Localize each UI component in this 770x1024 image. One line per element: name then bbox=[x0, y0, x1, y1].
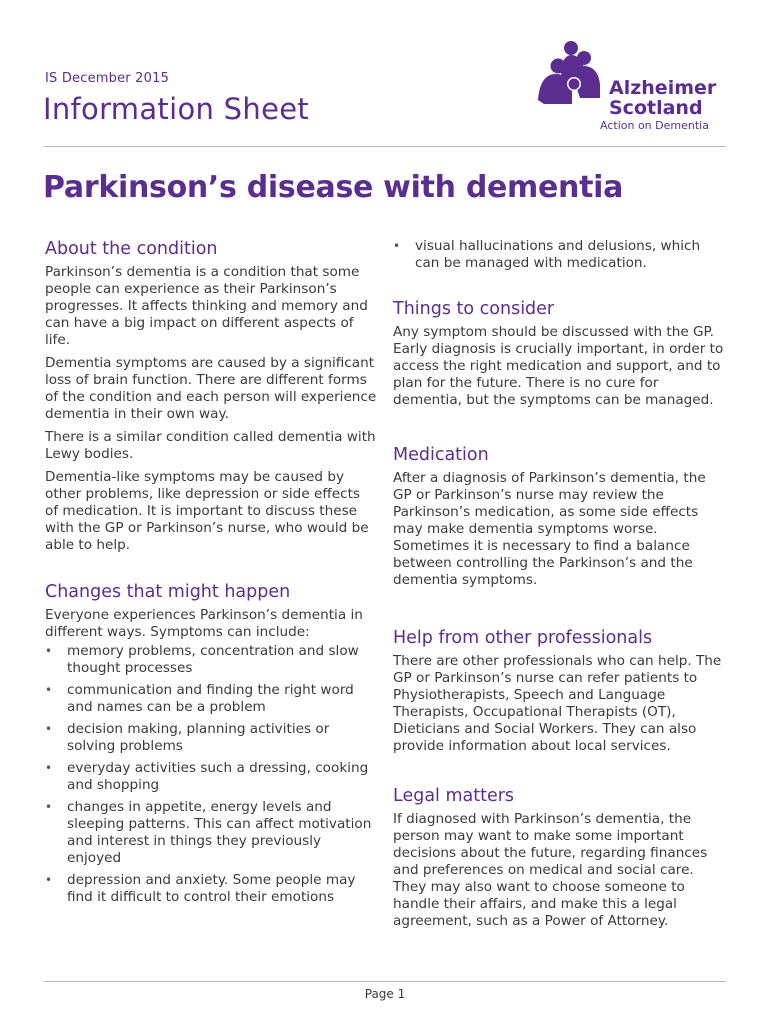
page-title: Parkinson’s disease with dementia bbox=[43, 170, 624, 205]
about-paragraph-1: Parkinson’s dementia is a condition that some people can experience as their Parkinson’s progresses. It affects thinking and memory and can have a big impact on different aspects of life. bbox=[45, 264, 368, 348]
section-heading-medication: Medication bbox=[393, 445, 489, 465]
list-item: • decision making, planning activities or solving problems bbox=[45, 721, 330, 754]
bullet-icon: • bbox=[45, 800, 53, 814]
bullet-icon: • bbox=[45, 873, 53, 887]
document-date: IS December 2015 bbox=[45, 71, 170, 86]
about-paragraph-3: There is a similar condition called dementia with Lewy bodies. bbox=[45, 429, 376, 462]
bullet-icon: • bbox=[393, 239, 401, 253]
list-item: • communication and finding the right word and names can be a problem bbox=[45, 682, 354, 715]
document-type: Information Sheet bbox=[43, 92, 310, 126]
symptom-list bbox=[45, 643, 377, 906]
bullet-icon: • bbox=[45, 761, 53, 775]
bullet-icon: • bbox=[45, 683, 53, 697]
list-item: • visual hallucinations and delusions, which can be managed with medication. bbox=[393, 238, 701, 271]
section-heading-help: Help from other professionals bbox=[393, 628, 653, 648]
help-paragraph: There are other professionals who can help. The GP or Parkinson’s nurse can refer patients to Physiotherapists, Speech and Language Therapists, Occupational Therapists (OT), Dieticians and Social Workers. They can also provide information about local services. bbox=[393, 653, 722, 754]
about-paragraph-4: Dementia-like symptoms may be caused by other problems, like depression or side effects of medication. It is important to discuss these with the GP or Parkinson’s nurse, who would be able to help. bbox=[45, 469, 369, 553]
about-paragraph-2: Dementia symptoms are caused by a significant loss of brain function. There are different forms of the condition and each person will experience dementia in their own way. bbox=[45, 355, 377, 422]
right-column bbox=[393, 238, 726, 936]
left-column bbox=[45, 238, 377, 911]
logo-name-line1: Alzheimer bbox=[609, 77, 717, 99]
changes-intro: Everyone experiences Parkinson’s dementia in different ways. Symptoms can include: bbox=[45, 607, 363, 640]
footer-divider bbox=[44, 981, 726, 982]
bullet-icon: • bbox=[45, 722, 53, 736]
list-item: • depression and anxiety. Some people may find it difficult to control their emotions bbox=[45, 872, 356, 905]
logo-tagline: Action on Dementia bbox=[600, 119, 709, 132]
people-logo-icon bbox=[536, 40, 616, 110]
alzheimer-scotland-logo bbox=[536, 40, 736, 135]
section-heading-changes: Changes that might happen bbox=[45, 582, 291, 602]
logo-name-line2: Scotland bbox=[609, 97, 703, 119]
list-item: • changes in appetite, energy levels and sleeping patterns. This can affect motivation and interest in things they previously enjoyed bbox=[45, 799, 372, 866]
page-number: Page 1 bbox=[364, 987, 406, 1001]
consider-paragraph: Any symptom should be discussed with the GP. Early diagnosis is crucially important, in order to access the right medication and support, and to plan for the future. There is no cure for dementia, but the symptoms can be managed. bbox=[393, 324, 724, 408]
list-item: • memory problems, concentration and slow thought processes bbox=[45, 643, 359, 676]
list-item: • everyday activities such a dressing, cooking and shopping bbox=[45, 760, 369, 793]
section-heading-about: About the condition bbox=[45, 239, 218, 259]
section-heading-legal: Legal matters bbox=[393, 786, 515, 806]
bullet-icon: • bbox=[45, 644, 53, 658]
medication-paragraph: After a diagnosis of Parkinson’s dementia, the GP or Parkinson’s nurse may review the Parkinson’s medication, as some side effects may make dementia symptoms worse. Sometimes it is necessary to find a balance between controlling the Parkinson’s and the dementia symptoms. bbox=[393, 470, 706, 588]
legal-paragraph: If diagnosed with Parkinson’s dementia, the person may want to make some important decisions about the future, regarding finances and preferences on medical and social care. They may also want to choose someone to handle their affairs, and make this a legal agreement, such as a Power of Attorney. bbox=[393, 811, 708, 929]
header-divider bbox=[44, 146, 726, 147]
symptom-list-continued bbox=[393, 238, 726, 272]
section-heading-consider: Things to consider bbox=[393, 299, 555, 319]
